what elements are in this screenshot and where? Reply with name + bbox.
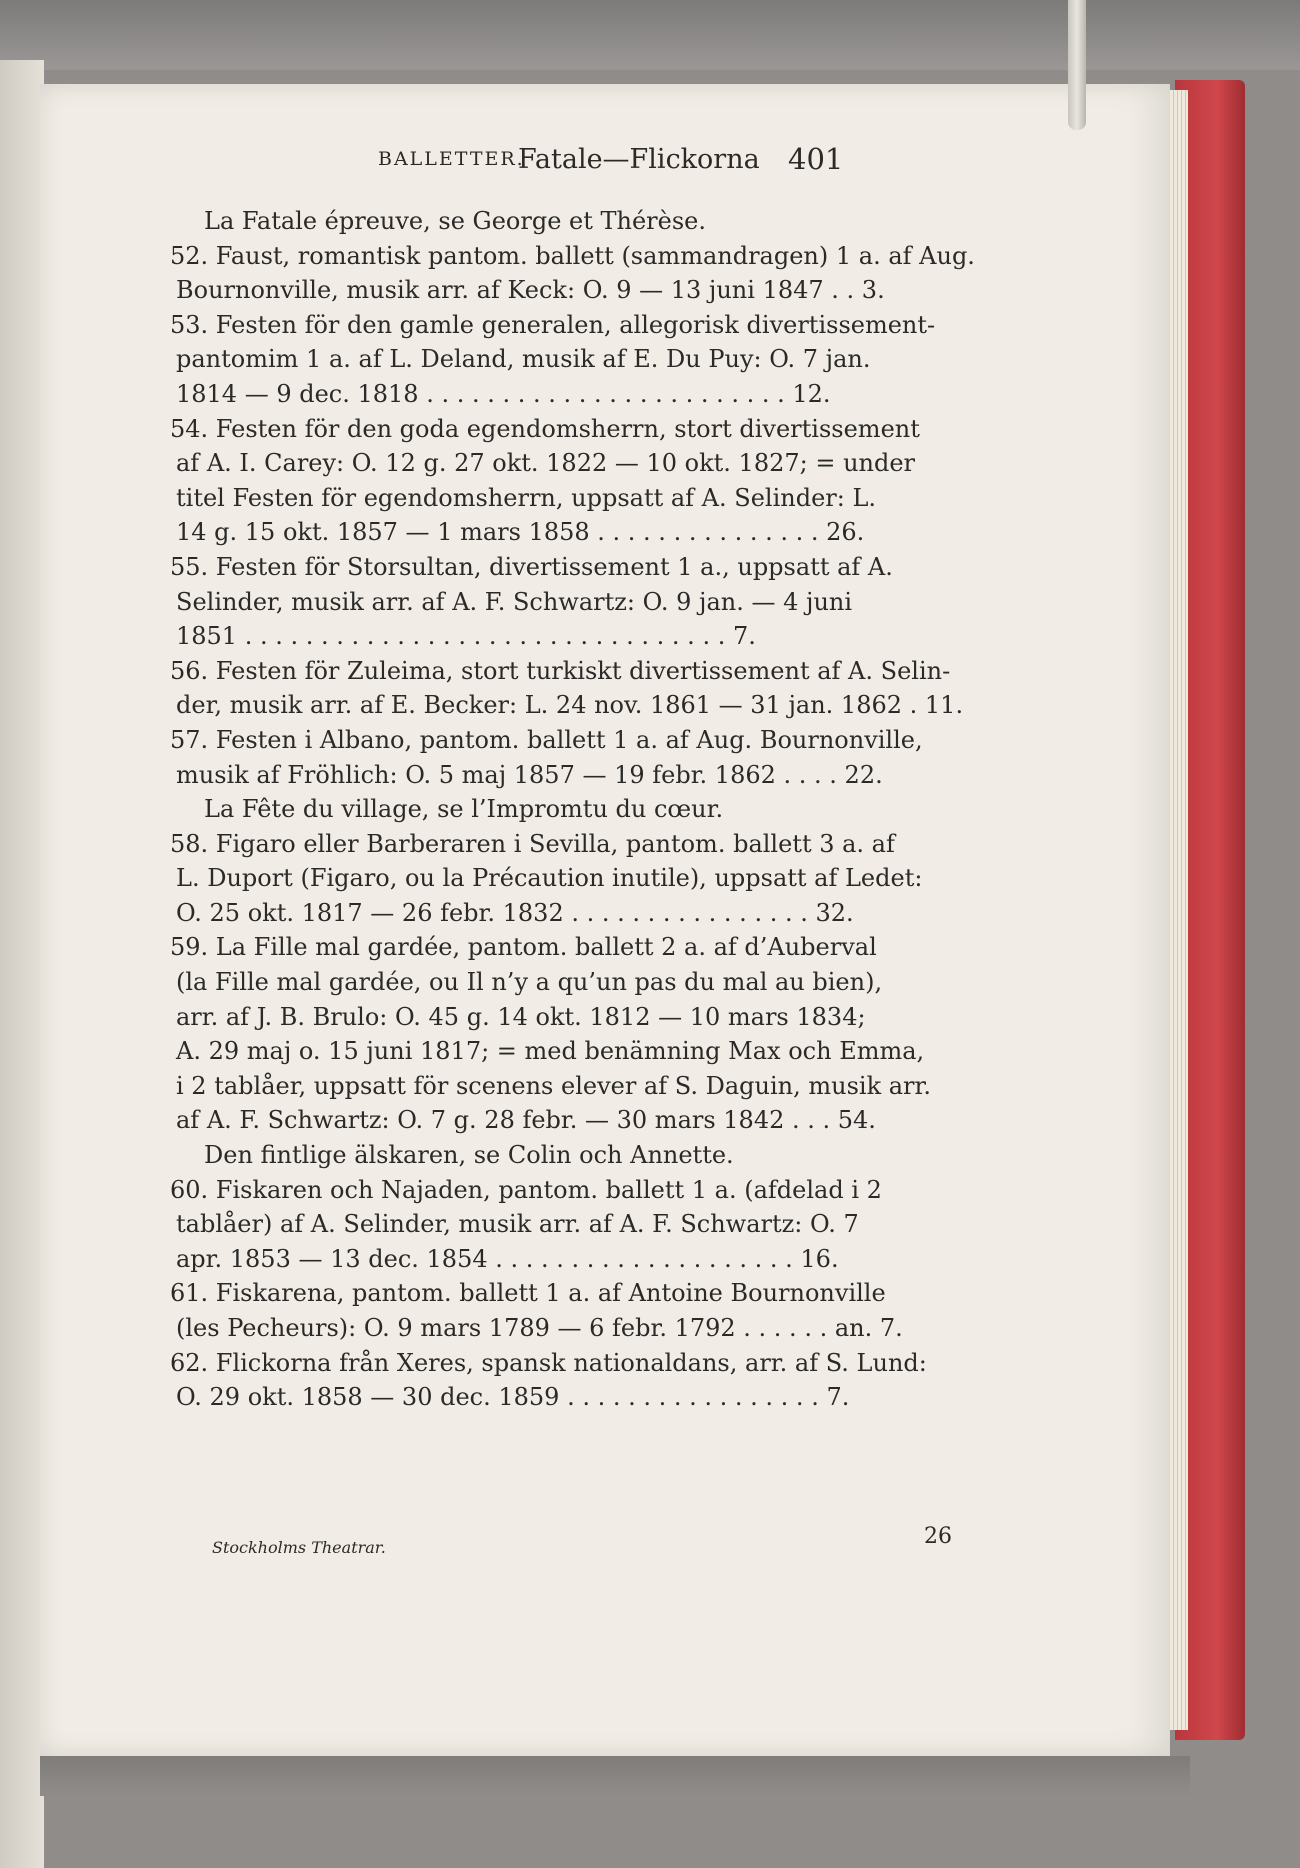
scan-shadow (40, 1756, 1190, 1796)
running-head-section: BALLETTER. (378, 148, 525, 170)
entry-line: (la Fille mal gardée, ou Il n’y a qu’un pas du mal au bien), (176, 968, 883, 997)
entry-line: 1851 . . . . . . . . . . . . . . . . . . . . . . . . . . . . . . . . 7. (176, 622, 756, 651)
entry-line: 14 g. 15 okt. 1857 — 1 mars 1858 . . . . . . . . . . . . . . . 26. (176, 518, 865, 547)
entry-line: af A. F. Schwartz: O. 7 g. 28 febr. — 30 mars 1842 . . . 54. (176, 1106, 876, 1135)
printer-signature: Stockholms Theatrar. (212, 1538, 386, 1557)
entry-line: 62. Flickorna från Xeres, spansk nationaldans, arr. af S. Lund: (170, 1348, 927, 1377)
cross-reference: La Fête du village, se l’Impromtu du cœur. (204, 795, 724, 824)
entry-line: 55. Festen för Storsultan, divertissement 1 a., uppsatt af A. (170, 552, 893, 581)
cross-reference: Den fintlige älskaren, se Colin och Annette. (204, 1141, 734, 1170)
sheet-number: 26 (924, 1524, 952, 1549)
entry-line: 1814 — 9 dec. 1818 . . . . . . . . . . . . . . . . . . . . . . . . 12. (176, 379, 831, 408)
bookmark-ribbon (1068, 0, 1086, 130)
entry-line: 60. Fiskaren och Najaden, pantom. ballett 1 a. (afdelad i 2 (170, 1175, 882, 1204)
entry-line: L. Duport (Figaro, ou la Précaution inutile), uppsatt af Ledet: (176, 864, 923, 893)
entry-line: O. 29 okt. 1858 — 30 dec. 1859 . . . . . . . . . . . . . . . . . 7. (176, 1383, 850, 1412)
page-number: 401 (788, 142, 844, 176)
entry-line: 53. Festen för den gamle generalen, allegorisk divertissement- (170, 310, 936, 339)
cross-reference: La Fatale épreuve, se George et Thérèse. (204, 207, 706, 235)
entry-line: apr. 1853 — 13 dec. 1854 . . . . . . . . . . . . . . . . . . . . 16. (176, 1244, 839, 1273)
scan-background (0, 0, 1300, 70)
entry-line: tablåer) af A. Selinder, musik arr. af A. F. Schwartz: O. 7 (176, 1210, 859, 1239)
entry-line: (les Pecheurs): O. 9 mars 1789 — 6 febr. 1792 . . . . . . an. 7. (176, 1314, 903, 1342)
entry-line: af A. I. Carey: O. 12 g. 27 okt. 1822 — 10 okt. 1827; = under (176, 449, 916, 478)
entry-line: titel Festen för egendomsherrn, uppsatt af A. Selinder: L. (176, 483, 877, 512)
catalog-text (170, 200, 982, 1415)
entry-line: A. 29 maj o. 15 juni 1817; = med benämning Max och Emma, (176, 1037, 925, 1066)
entry-line: pantomim 1 a. af L. Deland, musik af E. Du Puy: O. 7 jan. (176, 345, 871, 374)
entry-line: 56. Festen för Zuleima, stort turkiskt divertissement af A. Selin- (170, 656, 951, 685)
entry-line: musik af Fröhlich: O. 5 maj 1857 — 19 febr. 1862 . . . . 22. (176, 760, 883, 789)
entry-line: i 2 tablåer, uppsatt för scenens elever af S. Daguin, musik arr. (176, 1071, 931, 1100)
entry-line: 52. Faust, romantisk pantom. ballett (sammandragen) 1 a. af Aug. (170, 241, 975, 270)
entry-line: Selinder, musik arr. af A. F. Schwartz: O. 9 jan. — 4 juni (176, 587, 853, 616)
entry-line: der, musik arr. af E. Becker: L. 24 nov. 1861 — 31 jan. 1862 . 11. (176, 691, 964, 720)
running-head-title: Fatale—Flickorna (518, 144, 760, 175)
entry-line: Bournonville, musik arr. af Keck: O. 9 — 13 juni 1847 . . 3. (176, 276, 885, 305)
entry-line: 59. La Fille mal gardée, pantom. ballett 2 a. af d’Auberval (170, 933, 877, 962)
running-head (336, 142, 956, 198)
entry-line: 58. Figaro eller Barberaren i Sevilla, pantom. ballett 3 a. af (170, 829, 895, 858)
entry-line: 61. Fiskarena, pantom. ballett 1 a. af Antoine Bournonville (170, 1279, 886, 1308)
entry-line: 54. Festen för den goda egendomsherrn, stort divertissement (170, 414, 920, 443)
entry-line: arr. af J. B. Brulo: O. 45 g. 14 okt. 1812 — 10 mars 1834; (176, 1002, 866, 1031)
entry-line: 57. Festen i Albano, pantom. ballett 1 a. af Aug. Bournonville, (170, 725, 923, 754)
facing-page-edge (0, 60, 44, 1868)
entry-line: O. 25 okt. 1817 — 26 febr. 1832 . . . . . . . . . . . . . . . . 32. (176, 898, 854, 927)
